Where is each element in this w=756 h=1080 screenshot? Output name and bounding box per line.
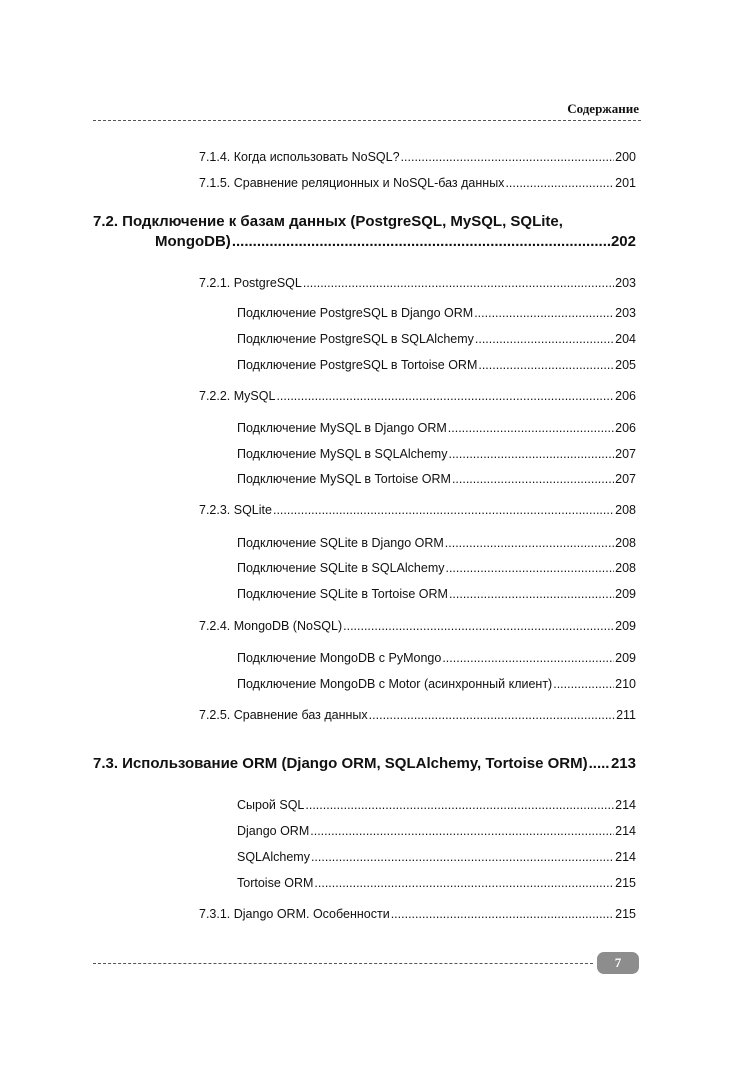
dot-leader	[310, 824, 614, 838]
toc-entry-label: 7.2.4. MongoDB (NoSQL)	[199, 619, 343, 633]
toc-page-number: 209	[615, 651, 636, 665]
dot-leader	[369, 708, 615, 722]
dot-leader	[305, 798, 614, 812]
toc-entry-postgresql-sqlalchemy[interactable]	[237, 332, 636, 346]
toc-entry-tortoise-orm[interactable]	[237, 876, 636, 890]
toc-page-number: 207	[615, 472, 636, 486]
toc-page-number: 201	[615, 176, 636, 190]
dot-leader	[449, 587, 614, 601]
dot-leader	[303, 276, 614, 290]
toc-page-number: 214	[615, 824, 636, 838]
toc-entry-label: Подключение PostgreSQL в Tortoise ORM	[237, 358, 478, 372]
toc-entry-sqlite-django[interactable]	[237, 536, 636, 550]
running-header-title: Содержание	[567, 101, 639, 116]
dot-leader	[474, 306, 614, 320]
toc-page-number: 209	[615, 587, 636, 601]
toc-entry-7-2-5[interactable]	[199, 708, 636, 722]
toc-entry-mysql-django[interactable]	[237, 421, 636, 435]
toc-entry-7-2-2[interactable]	[199, 389, 636, 403]
toc-page-number: 210	[615, 677, 636, 691]
toc-entry-label: 7.2.3. SQLite	[199, 503, 272, 517]
toc-page-number: 206	[615, 421, 636, 435]
dot-leader	[445, 561, 614, 575]
toc-page-number: 215	[615, 876, 636, 890]
toc-page-number: 206	[615, 389, 636, 403]
dot-leader	[553, 677, 614, 691]
toc-entry-label: Подключение MongoDB с PyMongo	[237, 651, 442, 665]
toc-entry-label: 7.2.5. Сравнение баз данных	[199, 708, 368, 722]
toc-entry-mongodb-motor[interactable]	[237, 677, 636, 691]
dot-leader	[478, 358, 614, 372]
toc-page-number: 203	[615, 306, 636, 320]
toc-page-number: 208	[615, 536, 636, 550]
toc-section-label: 7.3. Использование ORM (Django ORM, SQLAlchemy, Tortoise ORM)	[93, 755, 588, 772]
toc-entry-label: 7.3.1. Django ORM. Особенности	[199, 907, 390, 921]
dot-leader	[589, 755, 610, 772]
dot-leader	[232, 233, 610, 250]
toc-section-7-2-title-line1[interactable]: 7.2. Подключение к базам данных (PostgreSQL, MySQL, SQLite,	[93, 213, 563, 230]
toc-entry-label: Подключение SQLite в SQLAlchemy	[237, 561, 445, 575]
footer-divider	[93, 963, 593, 964]
toc-entry-postgresql-tortoise[interactable]	[237, 358, 636, 372]
dot-leader	[448, 421, 614, 435]
dot-leader	[448, 447, 614, 461]
toc-page-number: 208	[615, 561, 636, 575]
toc-page-number: 208	[615, 503, 636, 517]
toc-entry-label: Tortoise ORM	[237, 876, 314, 890]
toc-entry-label: Подключение MySQL в SQLAlchemy	[237, 447, 448, 461]
toc-page-number: 214	[615, 798, 636, 812]
toc-entry-label: Подключение MySQL в Tortoise ORM	[237, 472, 451, 486]
toc-entry-label: Подключение MySQL в Django ORM	[237, 421, 447, 435]
toc-entry-7-2-1[interactable]	[199, 276, 636, 290]
dot-leader	[401, 150, 615, 164]
toc-entry-label: SQLAlchemy	[237, 850, 310, 864]
toc-entry-raw-sql[interactable]	[237, 798, 636, 812]
dot-leader	[505, 176, 614, 190]
toc-page-number: 211	[616, 708, 636, 722]
toc-page-number: 202	[610, 233, 636, 250]
toc-entry-label: Подключение SQLite в Tortoise ORM	[237, 587, 448, 601]
dot-leader	[391, 907, 614, 921]
dot-leader	[442, 651, 614, 665]
toc-page-number: 200	[615, 150, 636, 164]
toc-entry-label: 7.1.4. Когда использовать NoSQL?	[199, 150, 400, 164]
header-divider	[93, 120, 641, 121]
dot-leader	[445, 536, 614, 550]
toc-entry-7-3-1[interactable]	[199, 907, 636, 921]
toc-section-7-2[interactable]	[155, 233, 636, 250]
toc-entry-label: Подключение PostgreSQL в Django ORM	[237, 306, 474, 320]
toc-entry-mysql-sqlalchemy[interactable]	[237, 447, 636, 461]
toc-entry-7-1-5[interactable]	[199, 176, 636, 190]
toc-entry-7-1-4[interactable]	[199, 150, 636, 164]
toc-entry-postgresql-django[interactable]	[237, 306, 636, 320]
toc-entry-mongodb-pymongo[interactable]	[237, 651, 636, 665]
toc-page-number: 203	[615, 276, 636, 290]
toc-entry-label: 7.2.2. MySQL	[199, 389, 276, 403]
toc-section-7-3[interactable]	[93, 755, 636, 772]
toc-entry-label: Сырой SQL	[237, 798, 305, 812]
toc-entry-label: Django ORM	[237, 824, 310, 838]
toc-entry-label: Подключение PostgreSQL в SQLAlchemy	[237, 332, 474, 346]
toc-page-number: 207	[615, 447, 636, 461]
dot-leader	[475, 332, 614, 346]
page-number-badge: 7	[597, 952, 639, 974]
toc-page-number: 214	[615, 850, 636, 864]
toc-entry-sqlite-tortoise[interactable]	[237, 587, 636, 601]
toc-page-number: 215	[615, 907, 636, 921]
dot-leader	[452, 472, 614, 486]
dot-leader	[314, 876, 614, 890]
toc-entry-label: Подключение SQLite в Django ORM	[237, 536, 444, 550]
toc-page-number: 213	[610, 755, 636, 772]
toc-entry-django-orm[interactable]	[237, 824, 636, 838]
toc-entry-7-2-3[interactable]	[199, 503, 636, 517]
dot-leader	[273, 503, 614, 517]
toc-entry-sqlalchemy[interactable]	[237, 850, 636, 864]
toc-entry-label: 7.1.5. Сравнение реляционных и NoSQL-баз данных	[199, 176, 505, 190]
toc-entry-7-2-4[interactable]	[199, 619, 636, 633]
dot-leader	[343, 619, 614, 633]
toc-page-number: 205	[615, 358, 636, 372]
toc-entry-mysql-tortoise[interactable]	[237, 472, 636, 486]
toc-entry-sqlite-sqlalchemy[interactable]	[237, 561, 636, 575]
toc-page-number: 204	[615, 332, 636, 346]
toc-entry-label: 7.2.1. PostgreSQL	[199, 276, 302, 290]
toc-entry-label: Подключение MongoDB с Motor (асинхронный клиент)	[237, 677, 553, 691]
toc-section-label: MongoDB)	[155, 233, 231, 250]
dot-leader	[276, 389, 614, 403]
toc-page-number: 209	[615, 619, 636, 633]
dot-leader	[311, 850, 614, 864]
